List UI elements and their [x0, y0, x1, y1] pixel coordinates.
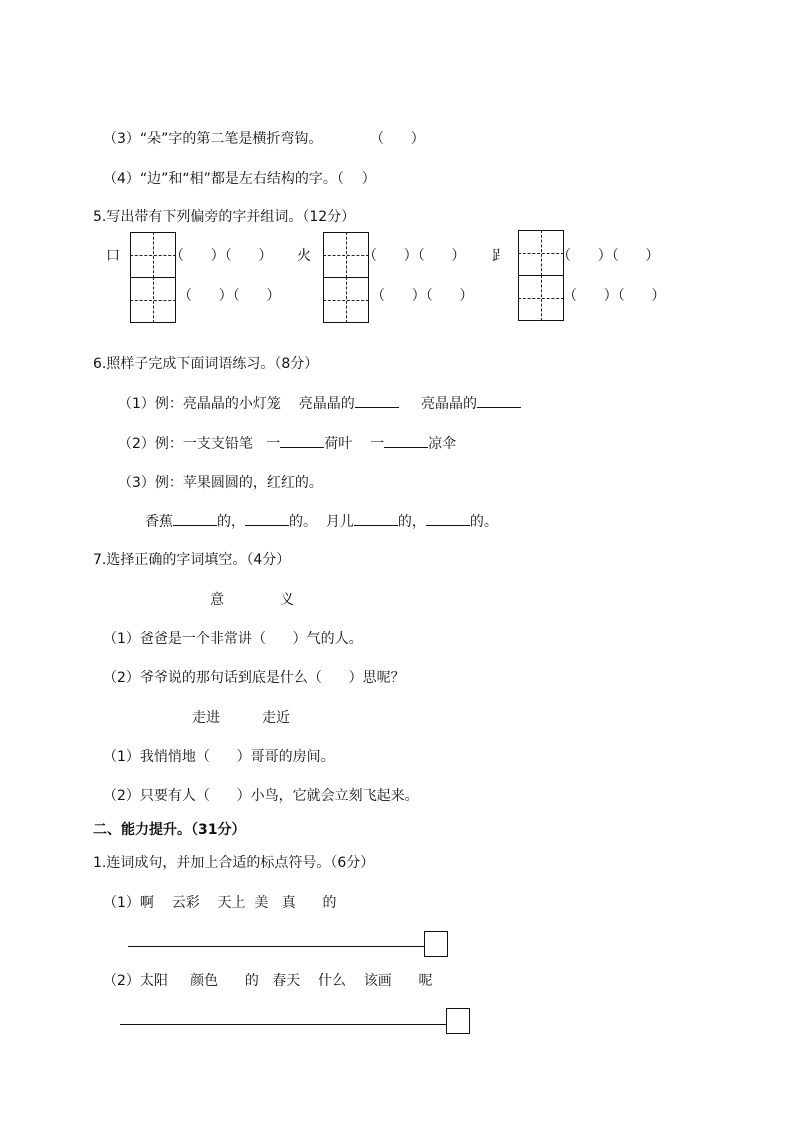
example-1: （1）例：亮晶晶的小灯笼 亮晶晶的 亮晶晶的	[118, 395, 521, 413]
answer-line	[128, 946, 424, 947]
radical-label: 火	[297, 248, 311, 264]
example-3-blanks: 香蕉 的， 的。 月儿 的， 的。	[145, 514, 498, 530]
choice-word: 意	[210, 592, 224, 608]
word-order-item-2: （2）太阳 颜色 的 春天 什么 该画 呢	[103, 973, 433, 989]
choice-word: 走进	[192, 710, 220, 726]
question-item-3: （3）“朵”字的第二笔是横折弯钩。	[103, 131, 323, 147]
question-5-title: 5.写出带有下列偏旁的字并组词。（12分）	[93, 209, 356, 225]
answer-line	[120, 1024, 446, 1025]
answer-parens: （ ）（ ）	[170, 248, 273, 264]
answer-parens: （ ）（ ）	[371, 288, 474, 304]
sentence-1: （1）爸爸是一个非常讲（ ）气的人。	[103, 631, 363, 647]
question-6-title: 6.照样子完成下面词语练习。（8分）	[93, 356, 319, 372]
choice-word: 走近	[262, 710, 290, 726]
sentence-2: （2）爷爷说的那句话到底是什么（ ）思呢？	[103, 670, 405, 686]
example-2: （2）例：一支支铅笔 一 荷叶 一 凉伞	[118, 436, 457, 452]
radical-label: 𧾷	[492, 248, 506, 264]
question-7-title: 7.选择正确的字词填空。（4分）	[93, 552, 291, 568]
answer-parens: （ ）（ ）	[178, 288, 281, 304]
sentence-4: （2）只要有人（ ）小鸟，它就会立刻飞起来。	[103, 788, 419, 804]
answer-parens: （ ）（ ）	[363, 248, 466, 264]
answer-parens: （ ）（ ）	[563, 288, 666, 304]
part2-question-1-title: 1.连词成句，并加上合适的标点符号。（6分）	[93, 855, 375, 871]
sentence-3: （1）我悄悄地（ ）哥哥的房间。	[103, 749, 335, 765]
punctuation-box	[424, 931, 448, 957]
choice-word: 义	[280, 592, 294, 608]
answer-bracket: （ ）	[370, 131, 425, 147]
question-item-4: （4）“边”和“相”都是左右结构的字。（ ）	[103, 171, 376, 187]
word-order-item-1: （1）啊 云彩 天上 美 真 的	[103, 895, 337, 911]
radical-label: 口	[106, 248, 120, 264]
punctuation-box	[446, 1008, 470, 1034]
example-3: （3）例：苹果圆圆的，红红的。	[118, 475, 323, 491]
section-2-heading: 二、能力提升。（31分）	[93, 822, 246, 838]
answer-parens: （ ）（ ）	[557, 248, 660, 264]
